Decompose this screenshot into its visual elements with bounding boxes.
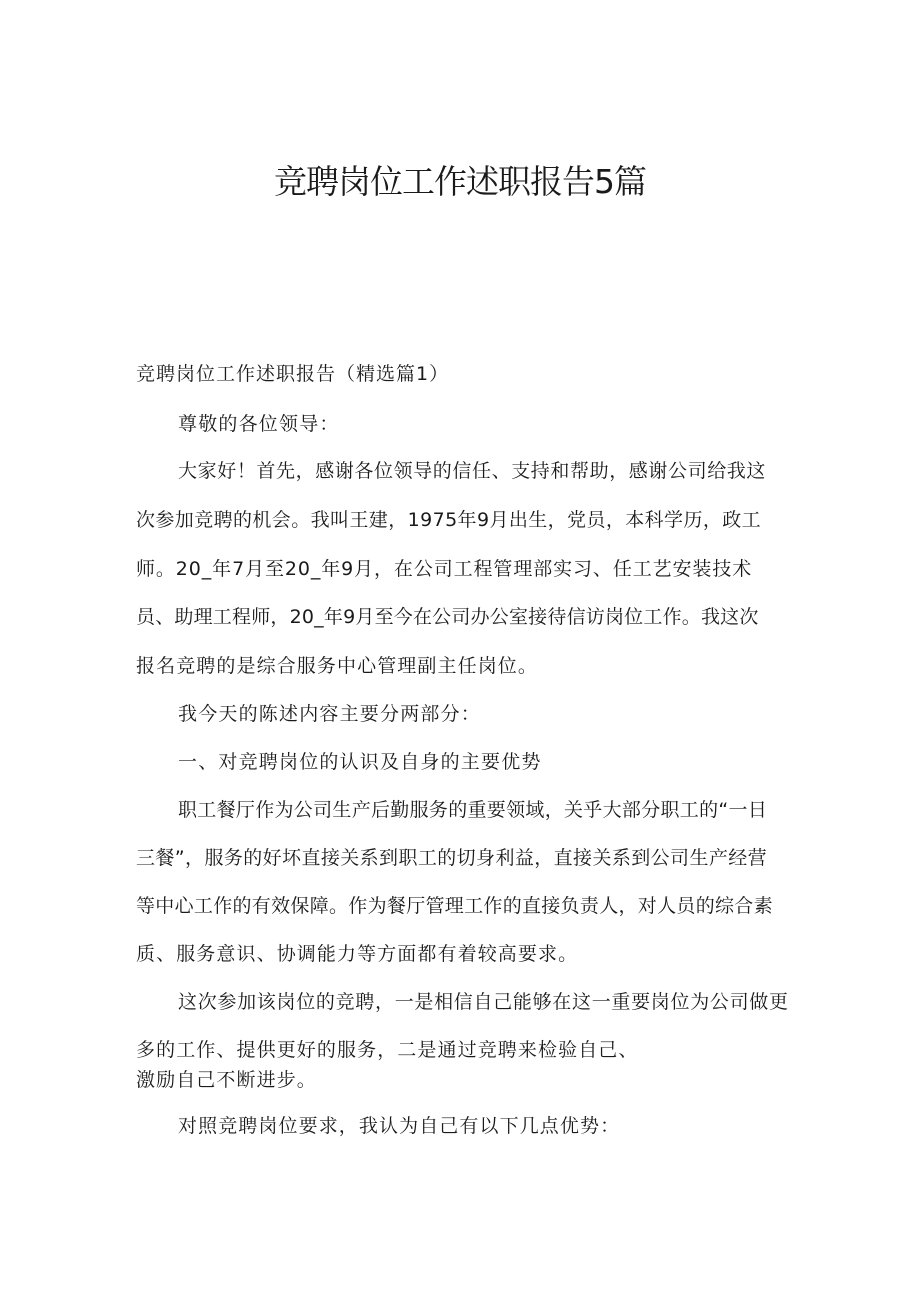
document-title: 竞聘岗位工作述职报告5篇 <box>274 162 646 201</box>
paragraph-line: 多的工作、提供更好的服务，二是通过竞聘来检验自己、 <box>136 1039 639 1061</box>
paragraph-line: 等中心工作的有效保障。作为餐厅管理工作的直接负责人，对人员的综合素 <box>136 895 773 917</box>
paragraph-line: 报名竞聘的是综合服务中心管理副主任岗位。 <box>136 655 539 677</box>
paragraph-line: 师。20_年7月至20_年9月，在公司工程管理部实习、任工艺安装技术 <box>136 558 753 580</box>
paragraph-line: 三餐”，服务的好坏直接关系到职工的切身利益，直接关系到公司生产经营 <box>136 847 768 869</box>
paragraph-line: 员、助理工程师，20_年9月至今在公司办公室接待信访岗位工作。我这次 <box>136 606 759 628</box>
section-heading: 竞聘岗位工作述职报告（精选篇1） <box>136 363 450 385</box>
paragraph-line: 职工餐厅作为公司生产后勤服务的重要领域，关乎大部分职工的“一日 <box>178 799 768 821</box>
paragraph-line: 质、服务意识、协调能力等方面都有着较高要求。 <box>136 943 579 965</box>
paragraph-line: 次参加竞聘的机会。我叫王建，1975年9月出生，党员，本科学历，政工 <box>136 509 762 531</box>
subheading: 一、对竞聘岗位的认识及自身的主要优势 <box>178 751 542 773</box>
paragraph-line: 我今天的陈述内容主要分两部分： <box>178 703 482 725</box>
paragraph-line: 对照竞聘岗位要求，我认为自己有以下几点优势： <box>178 1115 621 1137</box>
paragraph-line: 这次参加该岗位的竞聘，一是相信自己能够在这一重要岗位为公司做更 <box>178 991 789 1013</box>
salutation: 尊敬的各位领导： <box>178 413 340 435</box>
paragraph-line: 激励自己不断进步。 <box>136 1069 317 1091</box>
paragraph-line: 大家好！首先，感谢各位领导的信任、支持和帮助，感谢公司给我这 <box>178 460 767 482</box>
